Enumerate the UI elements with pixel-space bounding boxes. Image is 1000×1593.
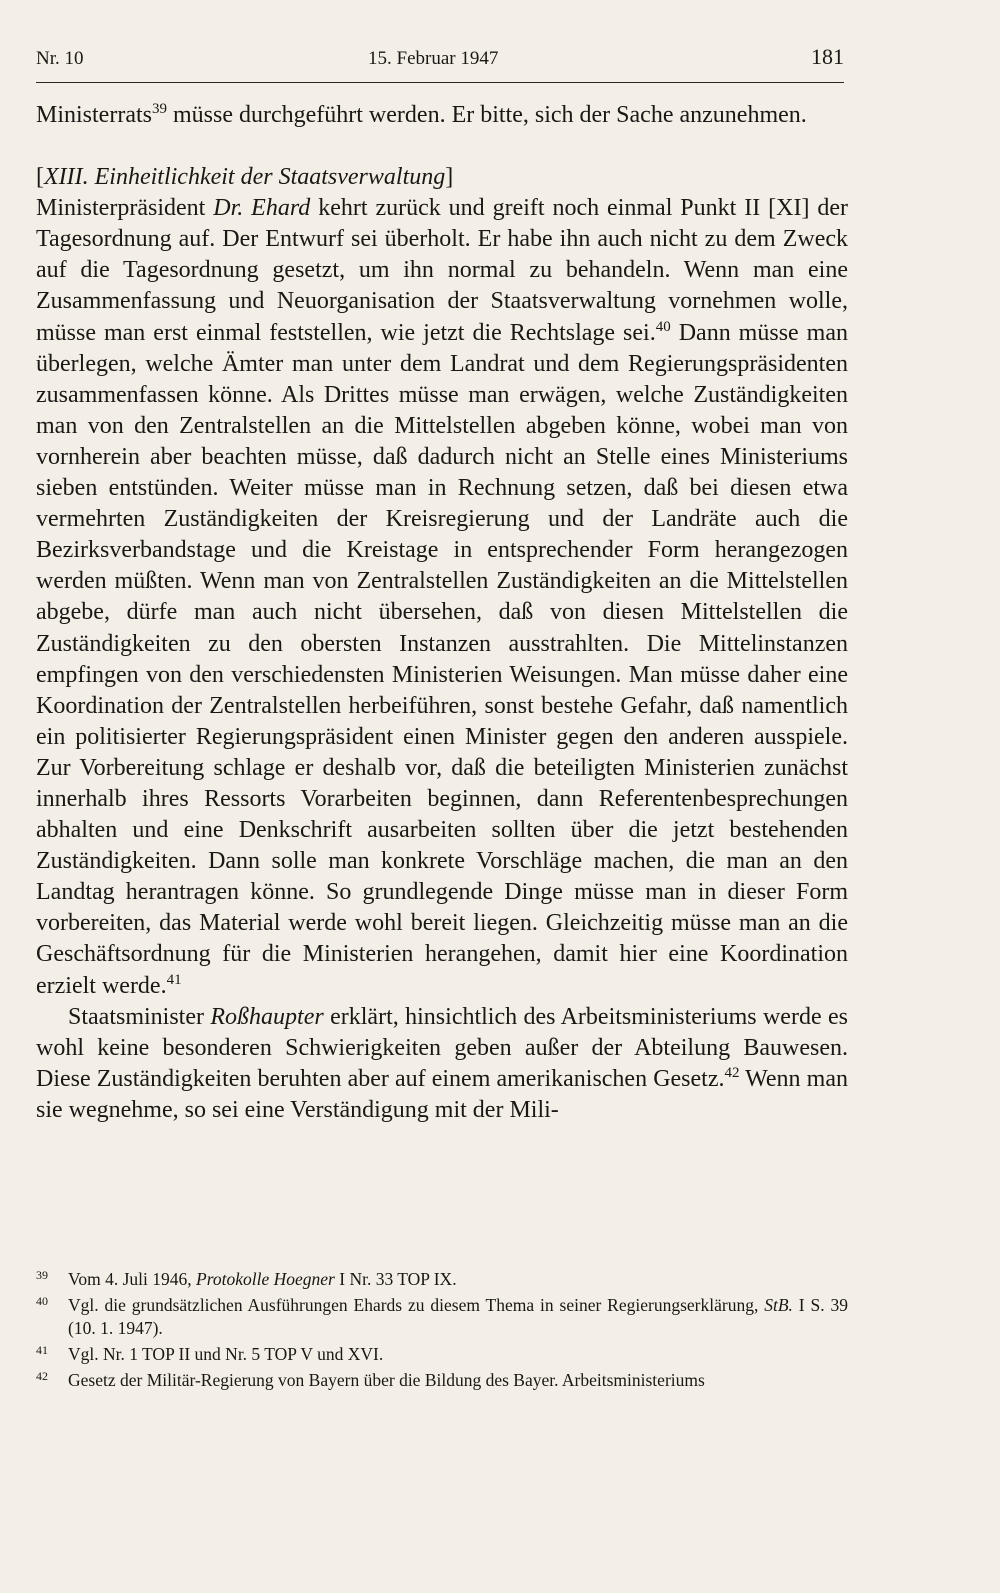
paragraph-rosshaupter: Staatsminister Roßhaupter erklärt, hinsichtlich des Arbeitsministeriums werde es wohl keine besonderen Schwierigkeiten geben außer der Abteilung Bauwesen. Diese Zuständigkeiten beruhten aber auf einem amerikanischen Gesetz.$^{42}$ Wenn man sie wegnehme, so sei eine Verständigung mit der Mili- [36, 1003, 848, 1123]
page-number: 181 [811, 44, 844, 69]
speaker-title: Dr. [213, 195, 244, 222]
header-rule [36, 82, 844, 83]
footnote-number: 40 [36, 1294, 48, 1308]
footnote-40 [36, 1294, 848, 1340]
footnote-ref-40: 40 [655, 318, 671, 335]
paragraph-ehard: Ministerpräsident Dr. Ehard kehrt zurück und greift noch einmal Punkt II [XI] der Tagesordnung auf. Der Entwurf sei überholt. Er habe ihn auch nicht zu dem Zweck auf die Tagesordnung gesetzt, um ihn normal zu behandeln. Wenn man eine Zusammenfassung und Neuorganisation der Staatsverwaltung vornehmen wolle, müsse man erst einmal feststellen, wie jetzt die Rechtslage sei.$^{40}$ Dann müsse man überlegen, welche Ämter man unter dem Landrat und dem Regierungspräsidenten zusammenfassen könne. Als Drittes müsse man erwägen, welche Zuständigkeiten man von den Zentralstellen an die Mittelstellen abgeben könne, wobei man von vornherein aber beachten müsse, daß dadurch nicht an Stelle eines Ministeriums sieben entstünden. Weiter müsse man in Rechnung setzen, daß bei diesen etwa vermehrten Zuständigkeiten der Kreisregierung und der Landräte auch die Bezirksverbandstage und die Kreistage in entsprechender Form herangezogen werden müßten. Wenn man von Zentralstellen Zuständigkeiten an die Mittelstellen abgebe, dürfe man auch nicht übersehen, daß von diesen Mittelstellen die Zuständigkeiten zu den obersten Instanzen ausstrahlten. Die Mittelinstanzen empfingen von den verschiedensten Ministerien Weisungen. Man müsse daher eine Koordination der Zentralstellen herbeiführen, sonst bestehe Gefahr, daß namentlich ein politisierter Regierungspräsident einen Minister gegen den anderen ausspiele. Zur Vorbereitung schlage er deshalb vor, daß die beteiligten Ministerien zunächst innerhalb ihres Ressorts Vorarbeiten beginnen, dann Referentenbesprechungen abhalten und eine Denkschrift ausarbeiten sollten über die jetzt bestehenden Zuständigkeiten. Dann solle man konkrete Vorschläge machen, die man an den Landtag herantragen könne. So grundlegende Dinge müsse man in dieser Form vorbereiten, das Material werde wohl bereit liegen. Gleichzeitig müsse man an die Geschäftsordnung für die Ministerien herangehen, damit hier eine Koordination erzielt werde.$^{41}$ [36, 195, 848, 999]
footnote-text: Vgl. die grundsätzlichen Ausführungen Ehards zu diesem Thema in seiner Regierungserklärung, StB. I S. 39 (10. 1. 1947). [68, 1295, 849, 1338]
session-date: 15. Februar 1947 [368, 48, 499, 69]
footnote-text: Vom 4. Juli 1946, Protokolle Hoegner I Nr. 33 TOP IX. [68, 1269, 457, 1289]
footnotes [36, 1268, 848, 1395]
footnote-ref-42: 42 [724, 1064, 740, 1081]
footnote-text: Vgl. Nr. 1 TOP II und Nr. 5 TOP V und XVI. [68, 1344, 384, 1364]
footnote-text: Gesetz der Militär-Regierung von Bayern über die Bildung des Bayer. Arbeitsministeriums [68, 1370, 705, 1390]
running-head [36, 44, 844, 78]
footnote-42 [36, 1369, 848, 1392]
footnote-39 [36, 1268, 848, 1291]
paragraph-continued: Ministerrats$^{39}$ müsse durchgeführt werden. Er bitte, sich der Sache anzunehmen. [36, 101, 807, 128]
section-title: Einheitlichkeit der Staatsverwaltung [88, 164, 446, 191]
section-number: XIII. [44, 164, 89, 191]
footnote-number: 39 [36, 1268, 48, 1282]
footnote-number: 41 [36, 1343, 48, 1357]
section-heading: [XIII. Einheitlichkeit der Staatsverwaltung] [36, 164, 454, 191]
issue-number: Nr. 10 [36, 48, 84, 69]
body-text [36, 100, 848, 1126]
speaker-name-rosshaupter: Roßhaupter [210, 1003, 324, 1030]
footnote-ref-39: 39 [151, 101, 167, 117]
footnote-ref-41: 41 [166, 971, 182, 988]
speaker-name-ehard: Ehard [251, 195, 311, 222]
footnote-41 [36, 1343, 848, 1366]
footnote-number: 42 [36, 1369, 48, 1383]
